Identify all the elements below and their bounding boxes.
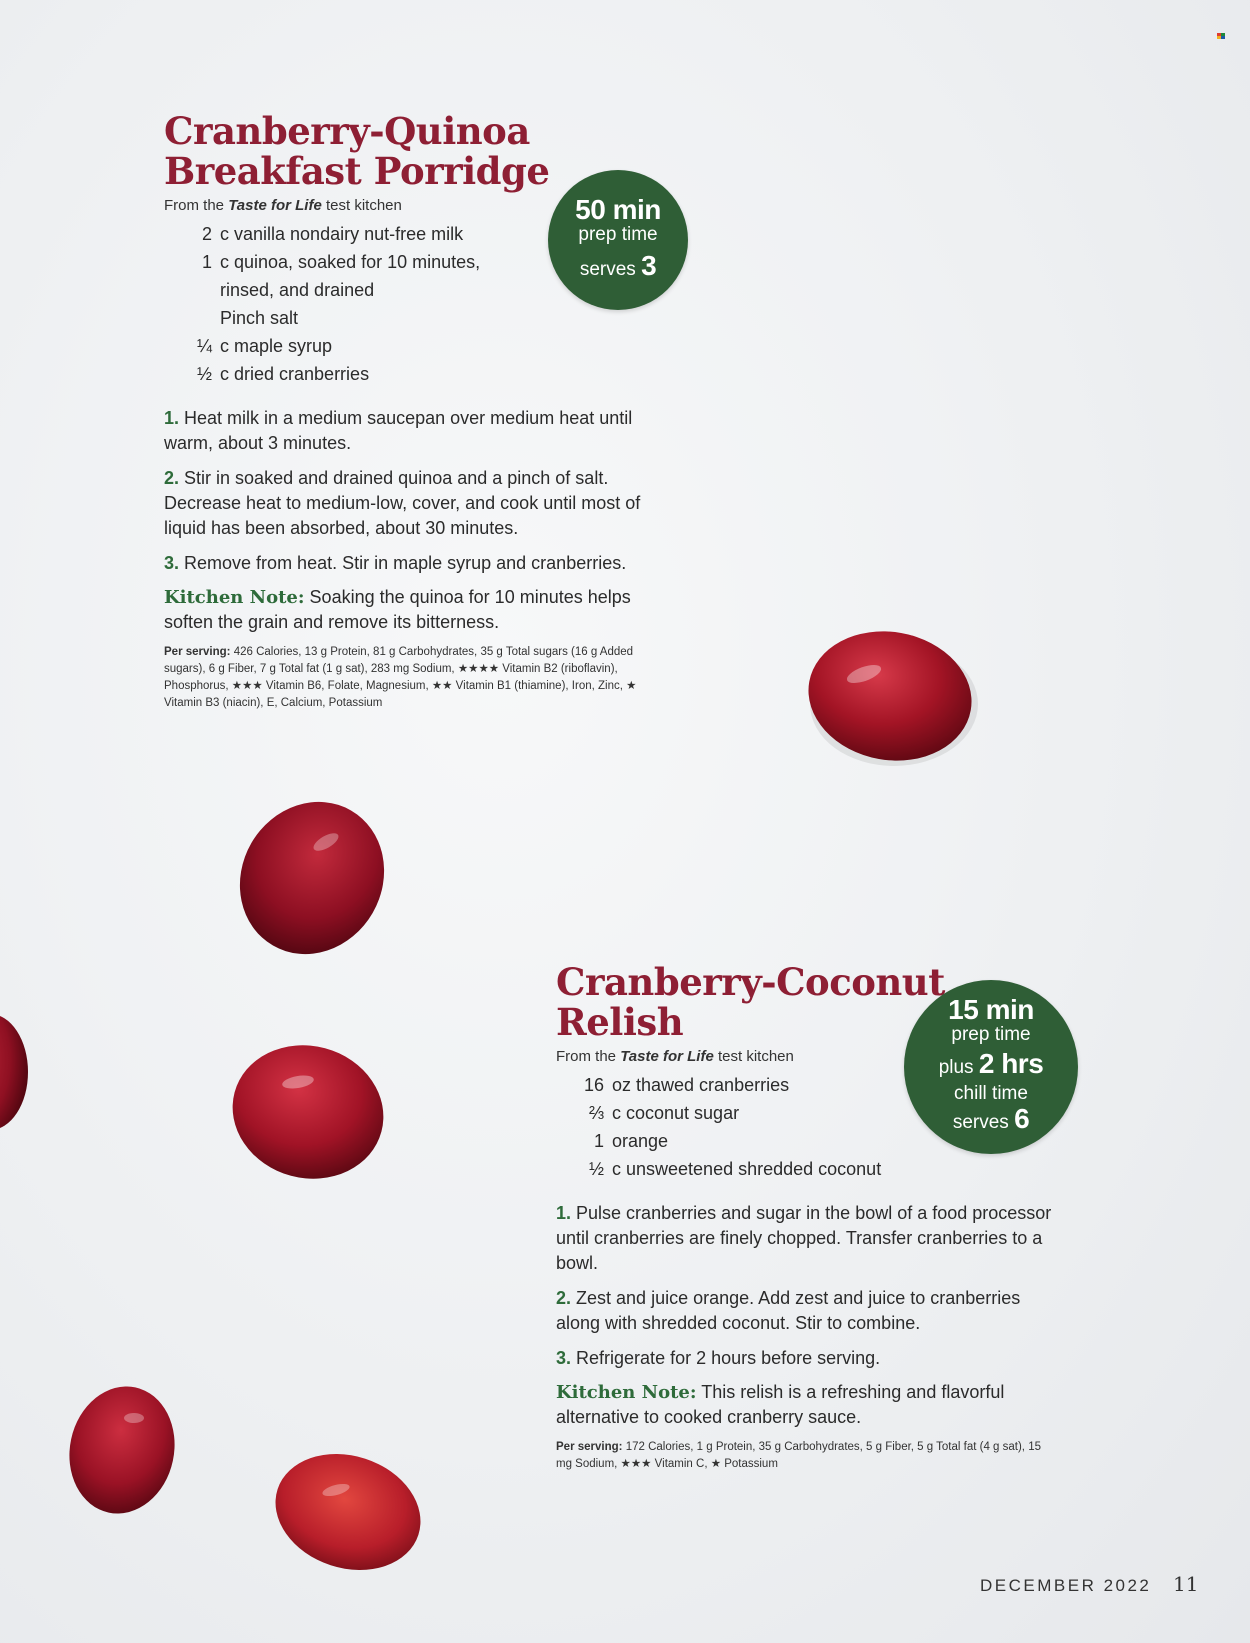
- prep-time-badge: [904, 980, 1078, 1154]
- cranberry-image: [0, 1012, 30, 1132]
- step-text: Heat milk in a medium saucepan over medium heat until warm, about 3 minutes.: [164, 408, 633, 453]
- nutrition-label: Per serving:: [164, 646, 231, 658]
- ingredient-text: oz thawed cranberries: [612, 1075, 790, 1095]
- nutrition-text: 172 Calories, 1 g Protein, 35 g Carbohydrates, 5 g Fiber, 5 g Total fat (4 g sat), 15 mg Sodium, ★★★ Vitamin C, ★ Potassium: [556, 1441, 1041, 1470]
- prep-time-value: 50 min: [575, 193, 661, 225]
- ingredient-qty: [164, 304, 220, 332]
- chill-row: [939, 1049, 1044, 1083]
- prep-time-label: prep time: [951, 1024, 1031, 1045]
- step-number: 3.: [556, 1348, 572, 1368]
- ingredient-text: c coconut sugar: [612, 1103, 740, 1123]
- step-number: 2.: [556, 1288, 572, 1308]
- ingredient-qty: ½: [196, 364, 212, 384]
- ingredient-text: c quinoa, soaked for 10 minutes,: [220, 252, 481, 272]
- title-line-2: Breakfast Porridge: [164, 149, 550, 193]
- source-prefix: From the: [556, 1048, 617, 1065]
- recipe-step: [556, 1346, 1056, 1371]
- ingredient-qty: 1: [593, 1131, 604, 1151]
- nutrition-info: [164, 644, 664, 712]
- title-line-2: Relish: [556, 1000, 684, 1044]
- source-suffix: test kitchen: [718, 1048, 794, 1065]
- ingredient-item: [164, 332, 664, 360]
- ingredient-text: c maple syrup: [220, 336, 333, 356]
- serves-row: [953, 1104, 1029, 1138]
- source-brand: Taste for Life: [228, 197, 322, 214]
- step-text: Remove from heat. Stir in maple syrup and cranberries.: [184, 553, 627, 573]
- chill-time-value: 2 hrs: [978, 1048, 1044, 1079]
- source-prefix: From the: [164, 197, 225, 214]
- serves-value: 6: [1014, 1103, 1030, 1134]
- step-number: 3.: [164, 553, 180, 573]
- step-number: 1.: [164, 408, 180, 428]
- step-text: Stir in soaked and drained quinoa and a pinch of salt. Decrease heat to medium-low, cover, and cook until most of liquid has been absorbed, about 30 minutes.: [164, 468, 641, 538]
- kitchen-note-label: Kitchen Note:: [556, 1382, 697, 1403]
- prep-time-value: 15 min: [948, 994, 1034, 1025]
- prep-time-label: prep time: [578, 223, 658, 245]
- plus-label: plus: [938, 1057, 974, 1078]
- recipe-step: [164, 406, 664, 456]
- serves-label: serves: [952, 1112, 1009, 1133]
- step-text: Pulse cranberries and sugar in the bowl of a food processor until cranberries are finely chopped. Transfer cranberries to a bowl.: [556, 1203, 1052, 1273]
- serves-row: [580, 251, 656, 285]
- nutrition-label: Per serving:: [556, 1441, 623, 1453]
- ingredient-qty: 2: [201, 224, 212, 244]
- serves-value: 3: [641, 249, 657, 281]
- step-text: Refrigerate for 2 hours before serving.: [576, 1348, 881, 1368]
- ingredient-text: c dried cranberries: [220, 364, 370, 384]
- publisher-logo-mark: [1217, 33, 1226, 40]
- kitchen-note-text: Soaking the quinoa for 10 minutes helps soften the grain and remove its bitterness.: [164, 587, 631, 632]
- recipe-step: [556, 1201, 1056, 1276]
- source-brand: Taste for Life: [620, 1048, 714, 1065]
- kitchen-note-label: Kitchen Note:: [164, 587, 305, 608]
- page-number: 11: [1173, 1572, 1199, 1596]
- nutrition-text: 426 Calories, 13 g Protein, 81 g Carbohydrates, 35 g Total sugars (16 g Added sugars), 6 g Fiber, 7 g Total fat (1 g sat), 283 mg Sodium, ★★★★ Vitamin B2 (riboflavin), Phosphorus, ★★★ Vitamin B6, Folate, Magnesium, ★★ Vitamin B1 (thiamine), Iron, Zinc, ★ Vitamin B3 (niacin), E, Calcium, Potassium: [164, 646, 637, 709]
- ingredient-text: c vanilla nondairy nut-free milk: [220, 224, 464, 244]
- step-number: 1.: [556, 1203, 572, 1223]
- ingredient-item: [164, 304, 664, 332]
- kitchen-note: [164, 585, 664, 635]
- ingredient-qty: ½: [588, 1159, 604, 1179]
- title-line-1: Cranberry-Quinoa: [164, 109, 530, 153]
- source-suffix: test kitchen: [326, 197, 402, 214]
- recipe-step: [164, 466, 664, 541]
- ingredient-item: [164, 360, 664, 388]
- cranberry-image: [230, 790, 390, 960]
- kitchen-note: [556, 1380, 1056, 1430]
- ingredient-qty: 16: [583, 1075, 604, 1095]
- issue-date: DECEMBER 2022: [980, 1576, 1152, 1595]
- nutrition-info: [556, 1439, 1056, 1473]
- recipe-step: [556, 1286, 1056, 1336]
- ingredient-qty: [164, 276, 220, 304]
- ingredient-text: c unsweetened shredded coconut: [612, 1159, 882, 1179]
- ingredient-text: orange: [612, 1131, 669, 1151]
- prep-time-badge: [548, 170, 688, 310]
- cranberry-image: [802, 622, 984, 772]
- ingredient-item: [556, 1155, 1056, 1183]
- cranberry-image: [270, 1452, 426, 1574]
- step-text: Zest and juice orange. Add zest and juice to cranberries along with shredded coconut. Stir to combine.: [556, 1288, 1021, 1333]
- recipe-step: [164, 551, 664, 576]
- ingredient-qty: 1: [201, 252, 212, 272]
- ingredient-text: rinsed, and drained: [220, 280, 375, 300]
- kitchen-note-text: This relish is a refreshing and flavorful alternative to cooked cranberry sauce.: [556, 1382, 1005, 1427]
- ingredient-qty: ⅔: [588, 1103, 604, 1123]
- ingredient-text: Pinch salt: [220, 308, 299, 328]
- serves-label: serves: [579, 258, 636, 280]
- chill-time-label: chill time: [954, 1083, 1028, 1104]
- step-number: 2.: [164, 468, 180, 488]
- cranberry-image: [228, 1040, 386, 1184]
- title-line-1: Cranberry-Coconut: [556, 960, 945, 1004]
- cranberry-image: [64, 1384, 180, 1520]
- ingredient-qty: ¼: [196, 336, 212, 356]
